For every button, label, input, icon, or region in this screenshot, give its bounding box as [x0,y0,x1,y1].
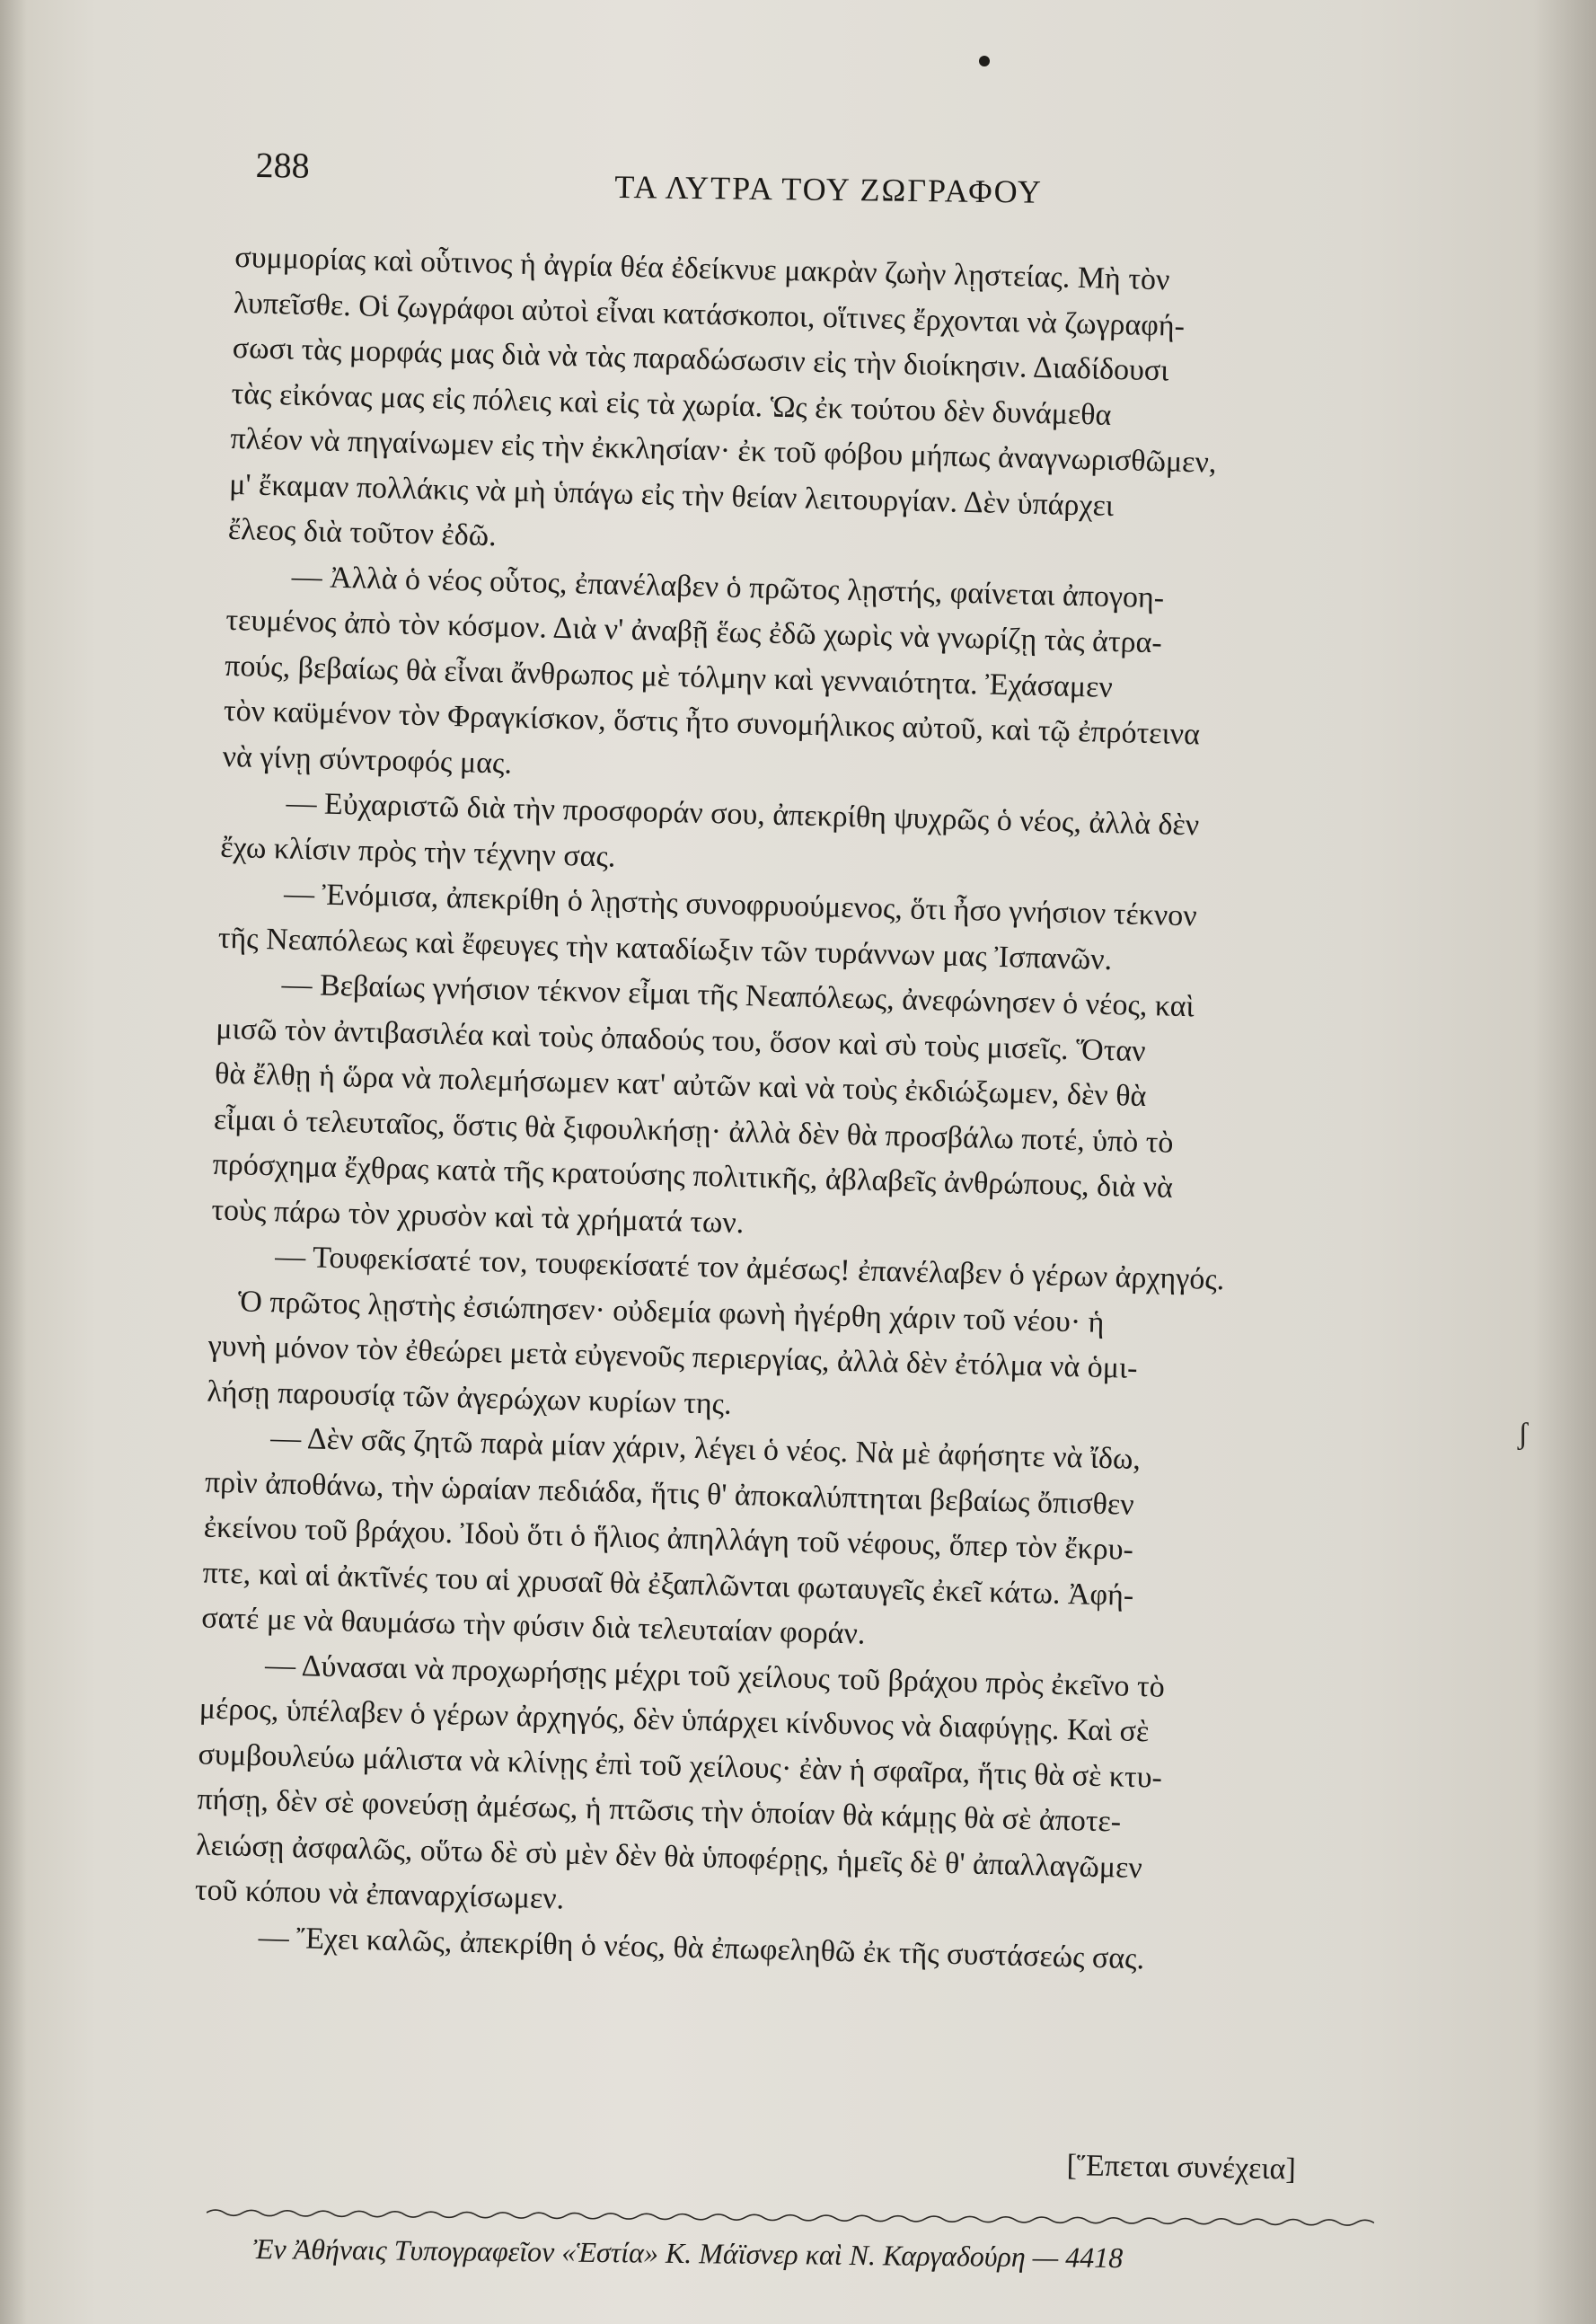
text-line: πήσῃ, δὲν σὲ φονεύσῃ ἀμέσως, ἡ πτῶσις τὴν ὁποίαν θὰ κάμῃς θὰ σὲ ἀποτε- [196,1782,1122,1839]
text-line: — Τουφεκίσατέ τον, τουφεκίσατέ τον ἀμέσως! ἐπανέλαβεν ὁ γέρων ἀρχηγός. [274,1240,1225,1297]
margin-mark: ʃ [1518,1418,1529,1451]
page-number: 288 [255,144,310,186]
text-line: θὰ ἔλθῃ ἡ ὥρα νὰ πολεμήσωμεν κατ' αὐτῶν καὶ νὰ τοὺς ἐκδιώξωμεν, δὲν θὰ [214,1056,1147,1114]
imprint-line: Ἐν Ἀθήναις Τυπογραφεῖον «Ἑστία» Κ. Μάϊσνερ καὶ Ν. Καργαδούρη — 4418 [252,2232,1124,2275]
text-line: — Ἔχει καλῶς, ἀπεκρίθη ὁ νέος, θὰ ἐπωφεληθῶ ἐκ τῆς συστάσεώς σας. [258,1920,1145,1975]
text-line: — Δὲν σᾶς ζητῶ παρὰ μίαν χάριν, λέγει ὁ νέος. Νὰ μὲ ἀφήσητε νὰ ἴδω, [269,1421,1142,1477]
text-line: συμμορίας καὶ οὗτινος ἡ ἀγρία θέα ἐδείκνυε μακρὰν ζωὴν λῃστείας. Μὴ τὸν [234,240,1170,297]
text-line: συμβουλεύω μάλιστα νὰ κλίνῃς ἐπὶ τοῦ χείλους· ἐὰν ἡ σφαῖρα, ἥτις θὰ σὲ κτυ- [198,1737,1163,1795]
text-line: μέρος, ὑπέλαβεν ὁ γέρων ἀρχηγός, δὲν ὑπάρχει κίνδυνος νὰ διαφύγῃς. Καὶ σὲ [198,1692,1150,1749]
text-line: τὰς εἰκόνας μας εἰς πόλεις καὶ εἰς τὰ χωρία. Ὡς ἐκ τούτου δὲν δυνάμεθα [231,376,1112,432]
text-line: λυπεῖσθε. Οἱ ζωγράφοι αὐτοὶ εἶναι κατάσκοποι, οἵτινες ἔρχονται νὰ ζωγραφή- [233,286,1186,343]
text-line: πτε, καὶ αἱ ἀκτῖνές του αἱ χρυσαῖ θὰ ἐξαπλῶνται φωταυγεῖς ἐκεῖ κάτω. Ἀφή- [202,1556,1134,1613]
body-text [193,235,1456,1989]
text-line: ἔχω κλίσιν πρὸς τὴν τέχνην σας. [219,830,616,874]
text-line: — Εὐχαριστῶ διὰ τὴν προσφοράν σου, ἀπεκρίθη ψυχρῶς ὁ νέος, ἀλλὰ δὲν [286,786,1200,843]
text-line: πούς, βεβαίως θὰ εἶναι ἄνθρωπος μὲ τόλμην καὶ γενναιότητα. Ἐχάσαμεν [224,649,1114,704]
text-line: τευμένος ἀπὸ τὸν κόσμον. Διὰ ν' ἀναβῇ ἕως ἐδῶ χωρὶς νὰ γνωρίζῃ τὰς ἀτρα- [225,603,1163,660]
page-edge-shadow [1533,0,1596,2324]
text-line: τοὺς πάρω τὸν χρυσὸν καὶ τὰ χρήματά των. [211,1193,745,1240]
text-line: — Δύνασαι νὰ προχωρήσῃς μέχρι τοῦ χείλους τοῦ βράχου πρὸς ἐκεῖνο τὸ [264,1648,1166,1704]
text-line: σωσι τὰς μορφάς μας διὰ νὰ τὰς παραδώσωσιν εἰς τὴν διοίκησιν. Διαδίδουσι [232,331,1169,388]
running-head: ΤΑ ΛΥΤΡΑ ΤΟΥ ΖΩΓΡΑΦΟΥ [614,168,1044,210]
text-line: ἐκείνου τοῦ βράχου. Ἰδοὺ ὅτι ὁ ἥλιος ἀπηλλάγη τοῦ νέφους, ὅπερ τὸν ἔκρυ- [203,1510,1134,1567]
text-line: λειώσῃ ἀσφαλῶς, οὕτω δὲ σὺ μὲν δὲν θὰ ὑποφέρῃς, ἡμεῖς δὲ θ' ἀπαλλαγῶμεν [195,1827,1143,1885]
text-line: νὰ γίνῃ σύντροφός μας. [222,739,513,781]
page-header [255,144,1459,221]
continued-note: [Ἕπεται συνέχεια] [1066,2149,1297,2187]
text-line: γυνὴ μόνον τὸν ἐθεώρει μετὰ εὐγενοῦς περιεργίας, ἀλλὰ δὲν ἐτόλμα νὰ ὁμι- [207,1329,1138,1385]
text-line: εἶμαι ὁ τελευταῖος, ὅστις θὰ ξιφουλκήσῃ· ἀλλὰ δὲν θὰ προσβάλω ποτέ, ὑπὸ τὸ [213,1102,1174,1160]
text-line: πρόσχημα ἔχθρας κατὰ τῆς κρατούσης πολιτικῆς, ἀβλαβεῖς ἀνθρώπους, διὰ νὰ [212,1147,1174,1205]
text-line: μισῶ τὸν ἀντιβασιλέα καὶ τοὺς ὀπαδούς του, ὅσον καὶ σὺ τοὺς μισεῖς. Ὅταν [215,1012,1147,1068]
text-line: — Βεβαίως γνήσιον τέκνον εἶμαι τῆς Νεαπόλεως, ἀνεφώνησεν ὁ νέος, καὶ [281,968,1195,1024]
text-line: τῆς Νεαπόλεως καὶ ἔφευγες τὴν καταδίωξιν τῶν τυράννων μας Ἰσπανῶν. [217,921,1113,976]
ink-dot [979,56,990,66]
text-line: — Ἀλλὰ ὁ νέος οὗτος, ἐπανέλαβεν ὁ πρῶτος λῃστής, φαίνεται ἀπογοη- [291,560,1165,614]
footer-wavy-rule [207,2205,1374,2230]
text-line: — Ἐνόμισα, ἀπεκρίθη ὁ λῃστὴς συνοφρυούμενος, ὅτι ἦσο γνήσιον τέκνον [283,877,1198,933]
text-line: Ὁ πρῶτος λῃστὴς ἐσιώπησεν· οὐδεμία φωνὴ ἠγέρθη χάριν τοῦ νέου· ἡ [237,1284,1105,1339]
text-line: τὸν καϋμένον τὸν Φραγκίσκον, ὅστις ἦτο συνομήλικος αὐτοῦ, καὶ τῷ ἐπρότεινα [223,694,1201,752]
text-line: ἔλεος διὰ τοῦτον ἐδῶ. [227,512,498,553]
text-line: λήσῃ παρουσίᾳ τῶν ἀγερώχων κυρίων της. [207,1374,733,1421]
text-line: τοῦ κόπου νὰ ἐπαναρχίσωμεν. [194,1873,565,1916]
text-line: πλέον νὰ πηγαίνωμεν εἰς τὴν ἐκκλησίαν· ἐκ τοῦ φόβου μήπως ἀναγνωρισθῶμεν, [230,421,1217,480]
text-line: πρὶν ἀποθάνω, τὴν ὡραίαν πεδιάδα, ἥτις θ' ἀποκαλύπτηται βεβαίως ὄπισθεν [204,1465,1135,1522]
text-line: σατέ με νὰ θαυμάσω τὴν φύσιν διὰ τελευταίαν φοράν. [200,1601,866,1651]
text-line: μ' ἔκαμαν πολλάκις νὰ μὴ ὑπάγω εἰς τὴν θείαν λειτουργίαν. Δὲν ὑπάρχει [228,467,1115,523]
page-gutter-shadow [0,0,27,2324]
